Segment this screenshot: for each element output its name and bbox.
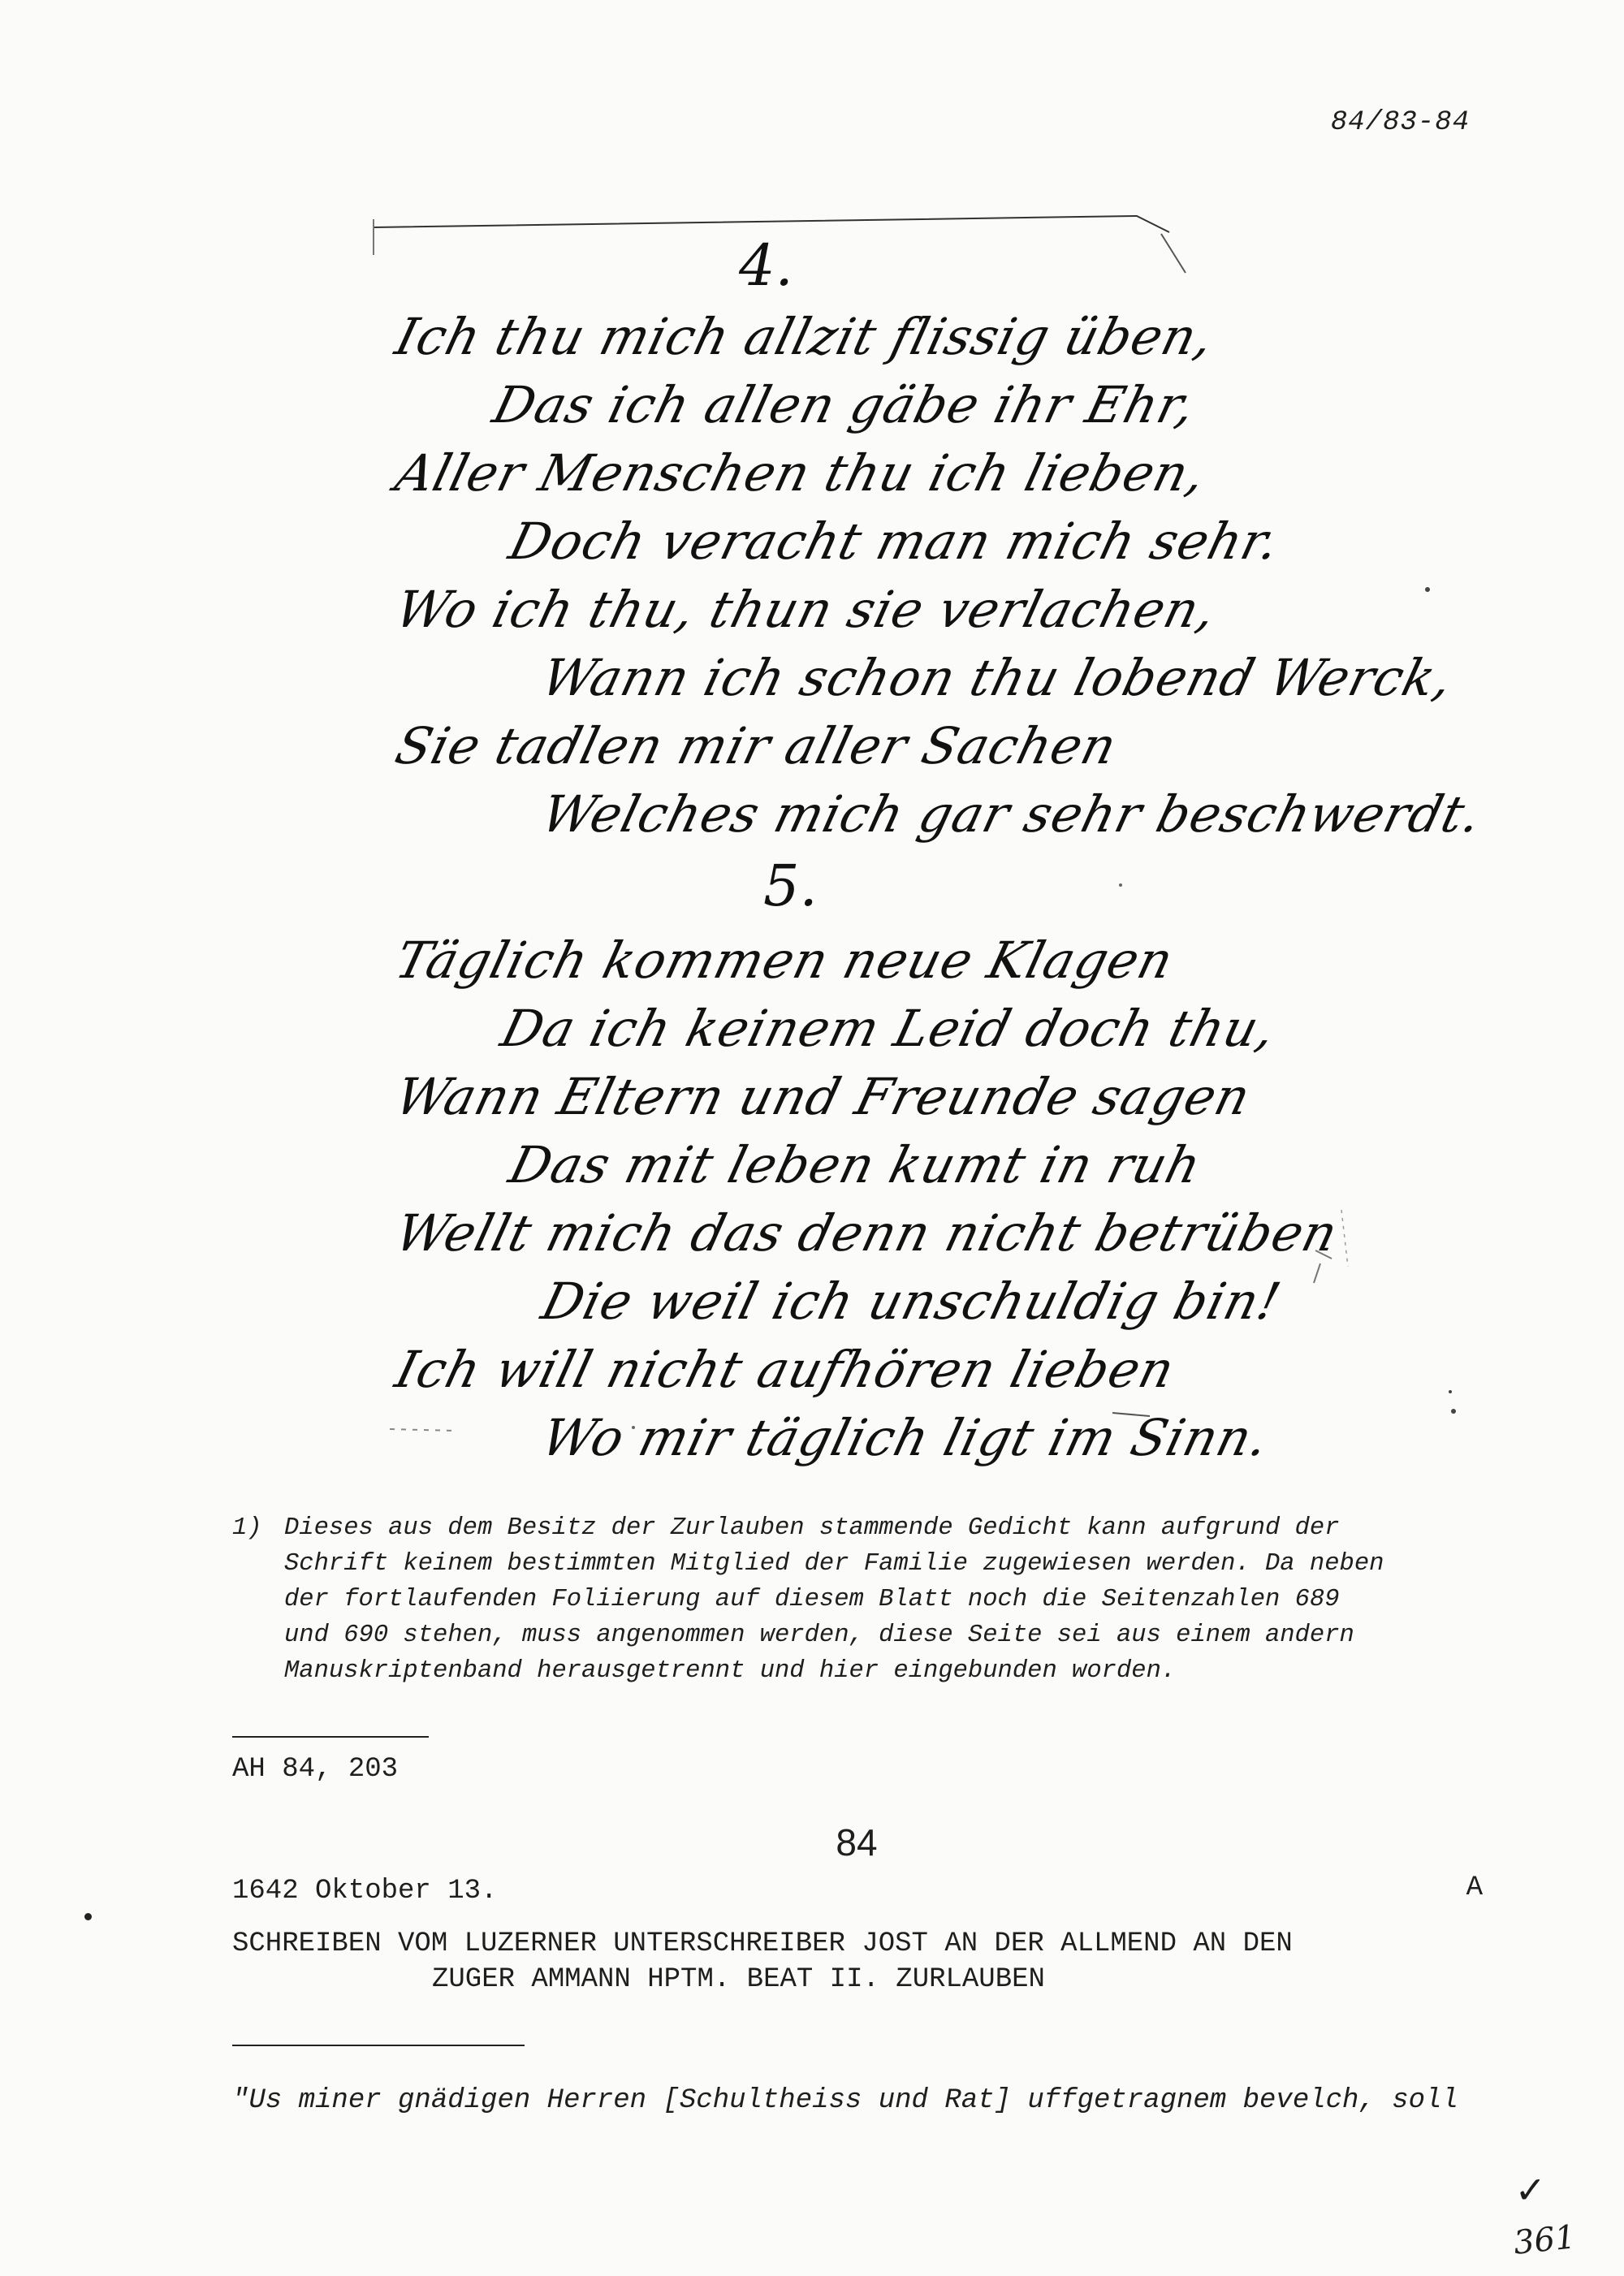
footnote-text: und 690 stehen, muss angenommen werden, diese Seite sei aus einem andern	[284, 1622, 1354, 1649]
poem-line: Wo ich thu, thun sie verlachen,	[390, 580, 1223, 639]
stanza-number: 4.	[739, 232, 793, 299]
margin-dot	[84, 1913, 92, 1920]
footnote-text: Schrift keinem bestimmten Mitglied der Familie zugewiesen werden. Da neben	[284, 1550, 1384, 1578]
poem-line: Wellt mich das denn nicht betrüben	[390, 1203, 1345, 1263]
heading-line: SCHREIBEN VOM LUZERNER UNTERSCHREIBER JOST AN DER ALLMEND AN DEN	[232, 1928, 1293, 1959]
archive-reference: AH 84, 203	[232, 1754, 399, 1785]
document-date: 1642 Oktober 13.	[232, 1876, 498, 1907]
poem-line: Doch veracht man mich sehr.	[503, 512, 1286, 571]
footnote-line	[232, 1582, 1499, 1617]
footnote-marker: 1)	[232, 1514, 262, 1542]
page-reference: 84/83-84	[1330, 107, 1470, 138]
document-number: 84	[836, 1821, 878, 1864]
poem-line: Ich will nicht aufhören lieben	[390, 1340, 1181, 1399]
document-type-marker: A	[1466, 1872, 1483, 1903]
footnote-line	[232, 1510, 1499, 1546]
poem-line: Wo mir täglich ligt im Sinn.	[536, 1408, 1276, 1467]
footnote-text: Manuskriptenband herausgetrennt und hier eingebunden worden.	[284, 1657, 1177, 1685]
quote-text: "Us miner gnädigen Herren [Schultheiss und Rat] uffgetragnem bevelch, soll	[232, 2085, 1458, 2116]
poem-line: Die weil ich unschuldig bin!	[536, 1272, 1287, 1331]
folio-number: 361	[1511, 2218, 1578, 2262]
poem-line: Wann Eltern und Freunde sagen	[390, 1067, 1257, 1126]
footnote-line	[232, 1546, 1499, 1582]
footnote-text: Dieses aus dem Besitz der Zurlauben stammende Gedicht kann aufgrund der	[284, 1514, 1340, 1542]
separator-rule	[232, 2045, 525, 2046]
document-heading	[232, 1926, 1499, 1997]
poem-line: Täglich kommen neue Klagen	[390, 931, 1180, 990]
poem-line: Sie tadlen mir aller Sachen	[390, 716, 1123, 775]
footnote-line	[232, 1617, 1499, 1653]
poem-line: Das mit leben kumt in ruh	[503, 1135, 1208, 1194]
heading-line: ZUGER AMMANN HPTM. BEAT II. ZURLAUBEN	[432, 1964, 1045, 1995]
poem-line: Ich thu mich allzit flissig üben,	[390, 307, 1220, 366]
poem-line: Das ich allen gäbe ihr Ehr,	[487, 375, 1203, 434]
check-mark: ✓	[1514, 2168, 1546, 2212]
footnote-text: der fortlaufenden Foliierung auf diesem Blatt noch die Seitenzahlen 689	[284, 1586, 1340, 1613]
poem-line: Wann ich schon thu lobend Werck,	[536, 648, 1460, 707]
footnote	[232, 1510, 1499, 1689]
poem-line: Aller Menschen thu ich lieben,	[390, 443, 1212, 503]
manuscript-facsimile	[357, 203, 1488, 1470]
stanza-number: 5.	[763, 853, 818, 919]
separator-rule	[232, 1736, 429, 1738]
footnote-line	[232, 1653, 1499, 1689]
poem-line: Da ich keinem Leid doch thu,	[495, 999, 1282, 1058]
poem-line: Welches mich gar sehr beschwerdt.	[536, 784, 1488, 844]
